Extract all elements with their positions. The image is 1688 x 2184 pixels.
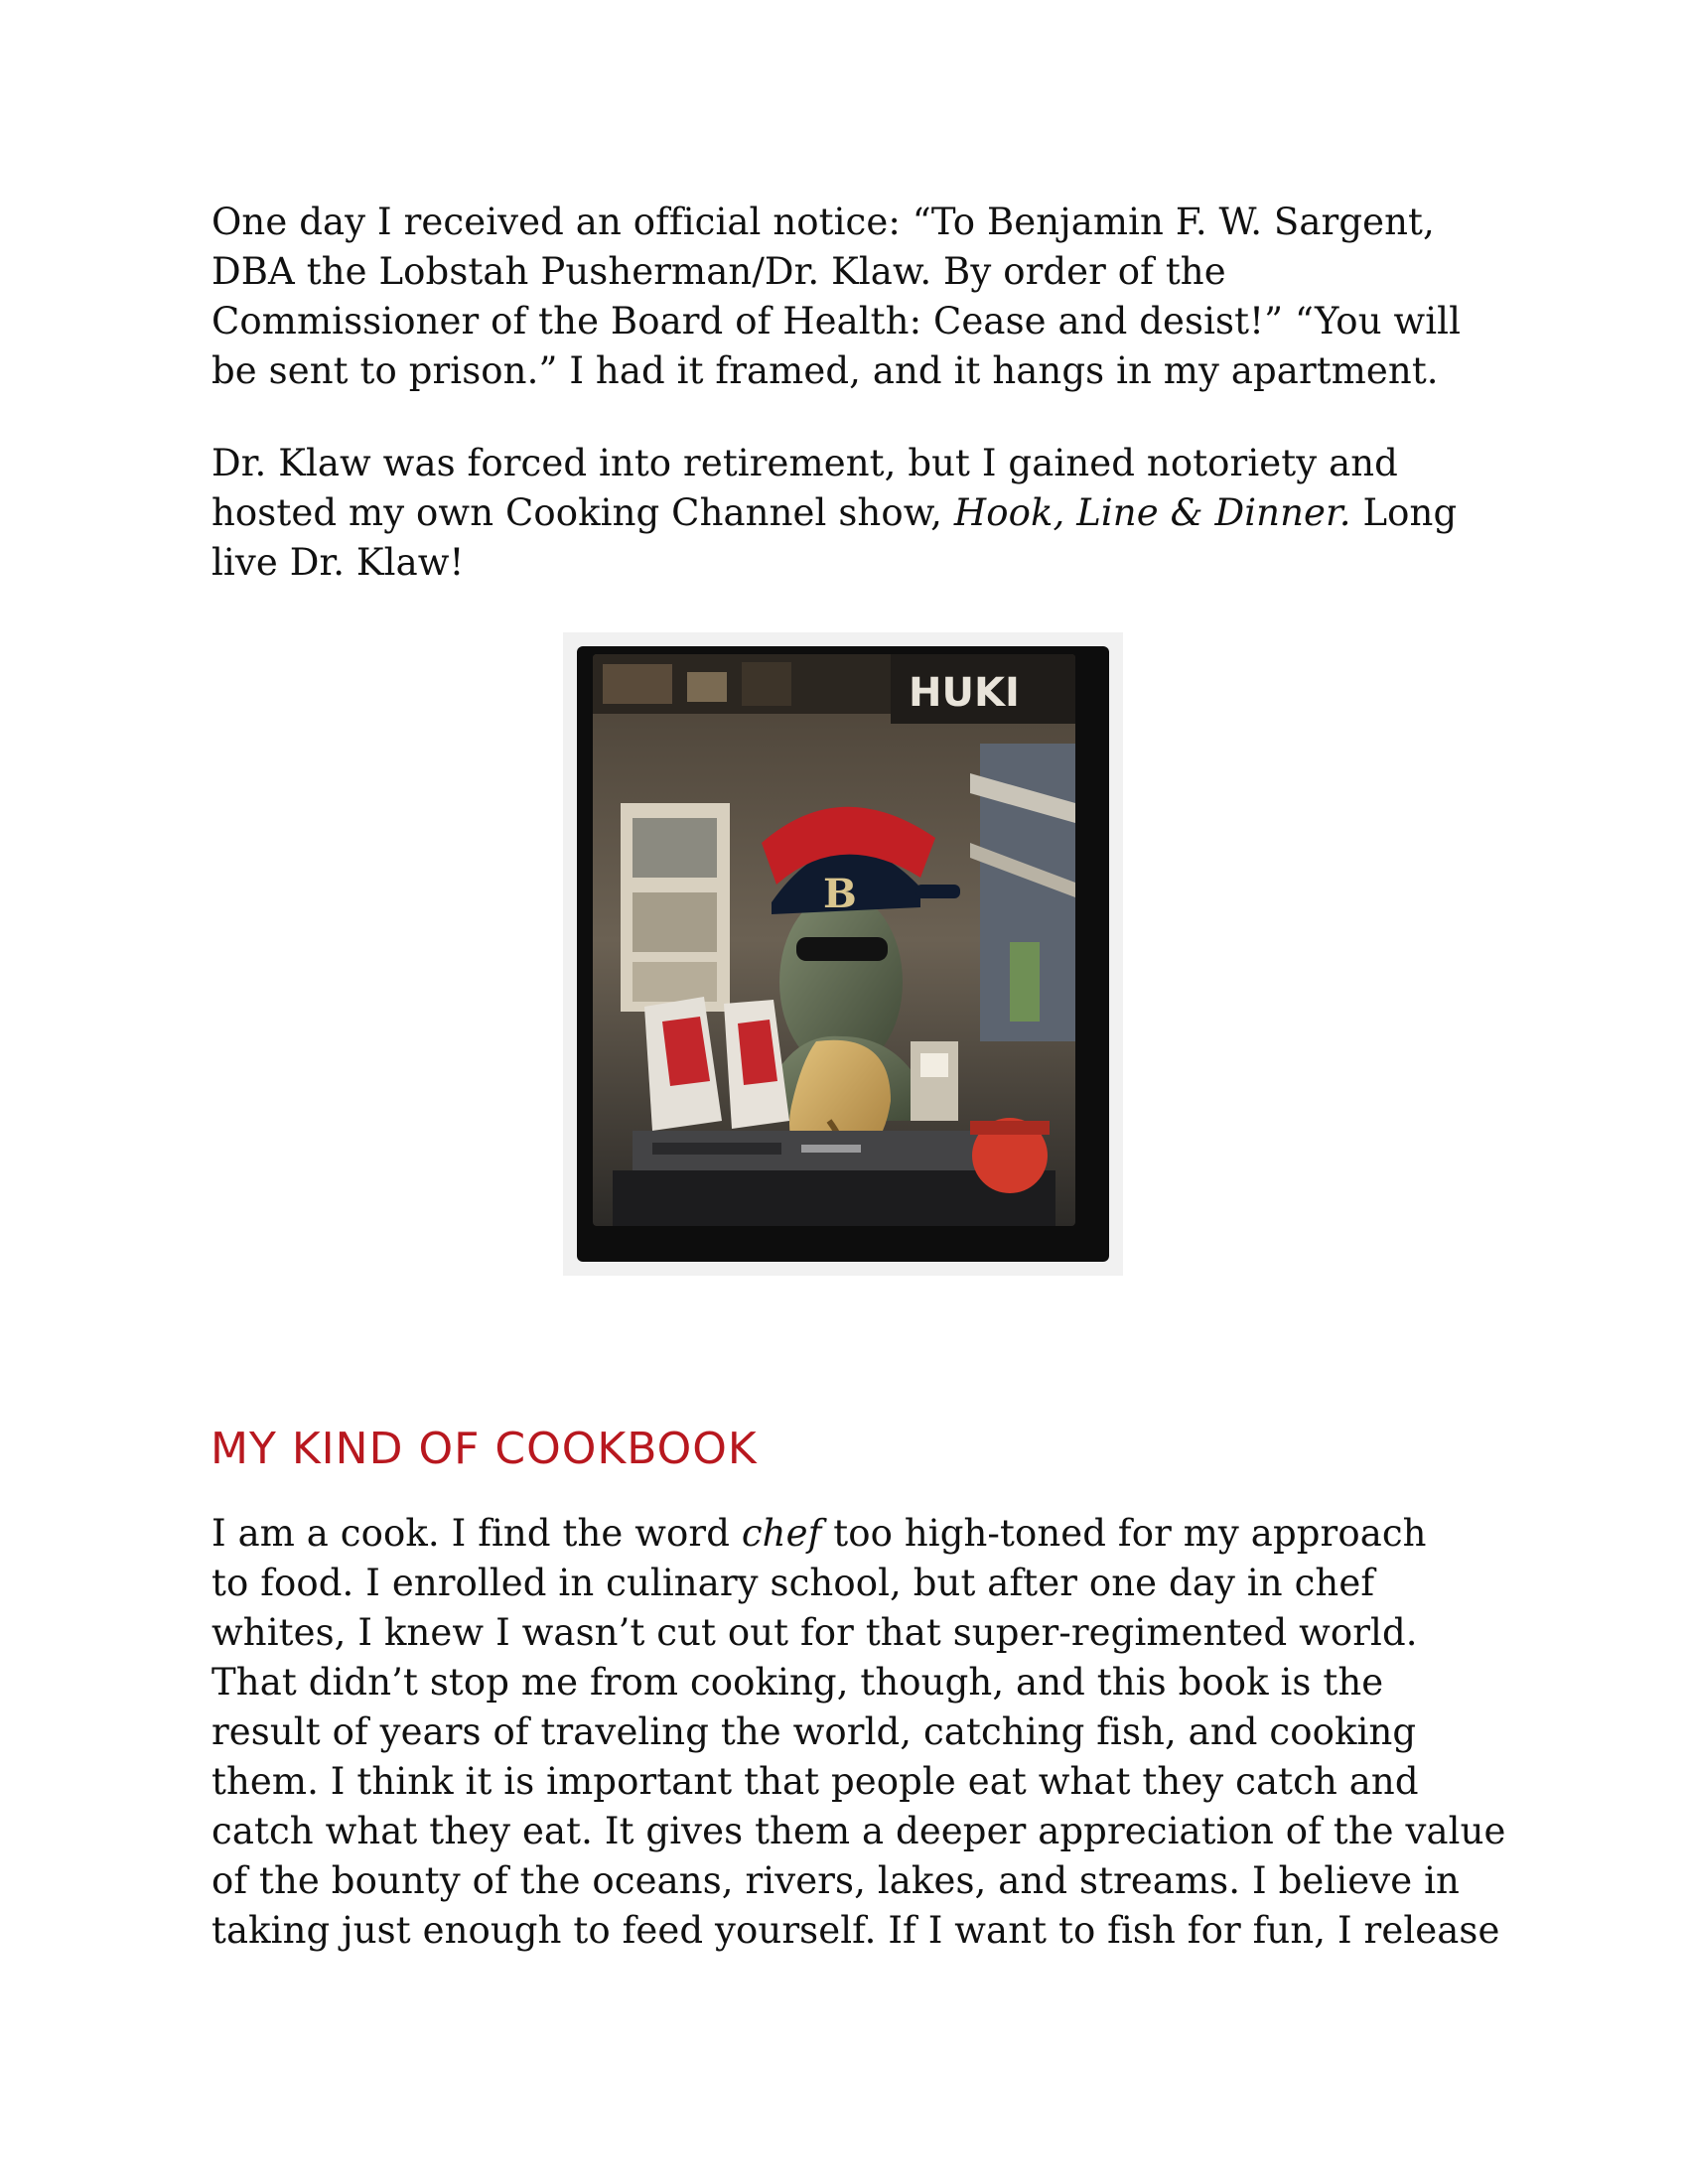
paragraph-retirement [211, 439, 1502, 588]
text-line: them. I think it is important that people eat what they catch and [211, 1760, 1419, 1803]
text-segment: Long [1350, 491, 1458, 534]
cap-letter: B [823, 871, 857, 917]
text-line: result of years of traveling the world, catching fish, and cooking [211, 1710, 1417, 1753]
text-line: whites, I knew I wasn’t cut out for that super-regimented world. [211, 1611, 1418, 1654]
photo-scene [593, 654, 1075, 1226]
section-heading: MY KIND OF COOKBOOK [211, 1424, 758, 1474]
text-line: taking just enough to feed yourself. If I want to fish for fun, I release [211, 1909, 1500, 1952]
text-line: live Dr. Klaw! [211, 541, 465, 584]
text-segment: too high-toned for my approach [821, 1512, 1427, 1555]
text-line: to food. I enrolled in culinary school, but after one day in chef [211, 1562, 1375, 1604]
text-line [211, 488, 1502, 538]
text-segment: hosted my own Cooking Channel show, [211, 491, 954, 534]
text-line: One day I received an official notice: “To Benjamin F. W. Sargent, [211, 201, 1435, 243]
text-line: be sent to prison.” I had it framed, and it hangs in my apartment. [211, 349, 1439, 392]
text-line: catch what they eat. It gives them a deeper appreciation of the value [211, 1810, 1506, 1852]
text-line: Dr. Klaw was forced into retirement, but I gained notoriety and [211, 442, 1398, 484]
text-line: Commissioner of the Board of Health: Cease and desist!” “You will [211, 300, 1462, 342]
show-title: Hook, Line & Dinner. [953, 491, 1351, 534]
text-line: of the bounty of the oceans, rivers, lakes, and streams. I believe in [211, 1859, 1460, 1902]
text-line: DBA the Lobstah Pusherman/Dr. Klaw. By order of the [211, 250, 1226, 293]
sign-text: HUKI [909, 670, 1020, 716]
dr-klaw-bust-illustration [593, 654, 1075, 1226]
paragraph-official-notice [211, 198, 1502, 396]
text-segment: I am a cook. I find the word [211, 1512, 742, 1555]
text-line [211, 1509, 1502, 1559]
framed-photo [563, 632, 1123, 1276]
emphasized-word: chef [741, 1512, 822, 1555]
paragraph-cookbook-intro [211, 1509, 1506, 1956]
text-line: That didn’t stop me from cooking, though, and this book is the [211, 1661, 1384, 1704]
